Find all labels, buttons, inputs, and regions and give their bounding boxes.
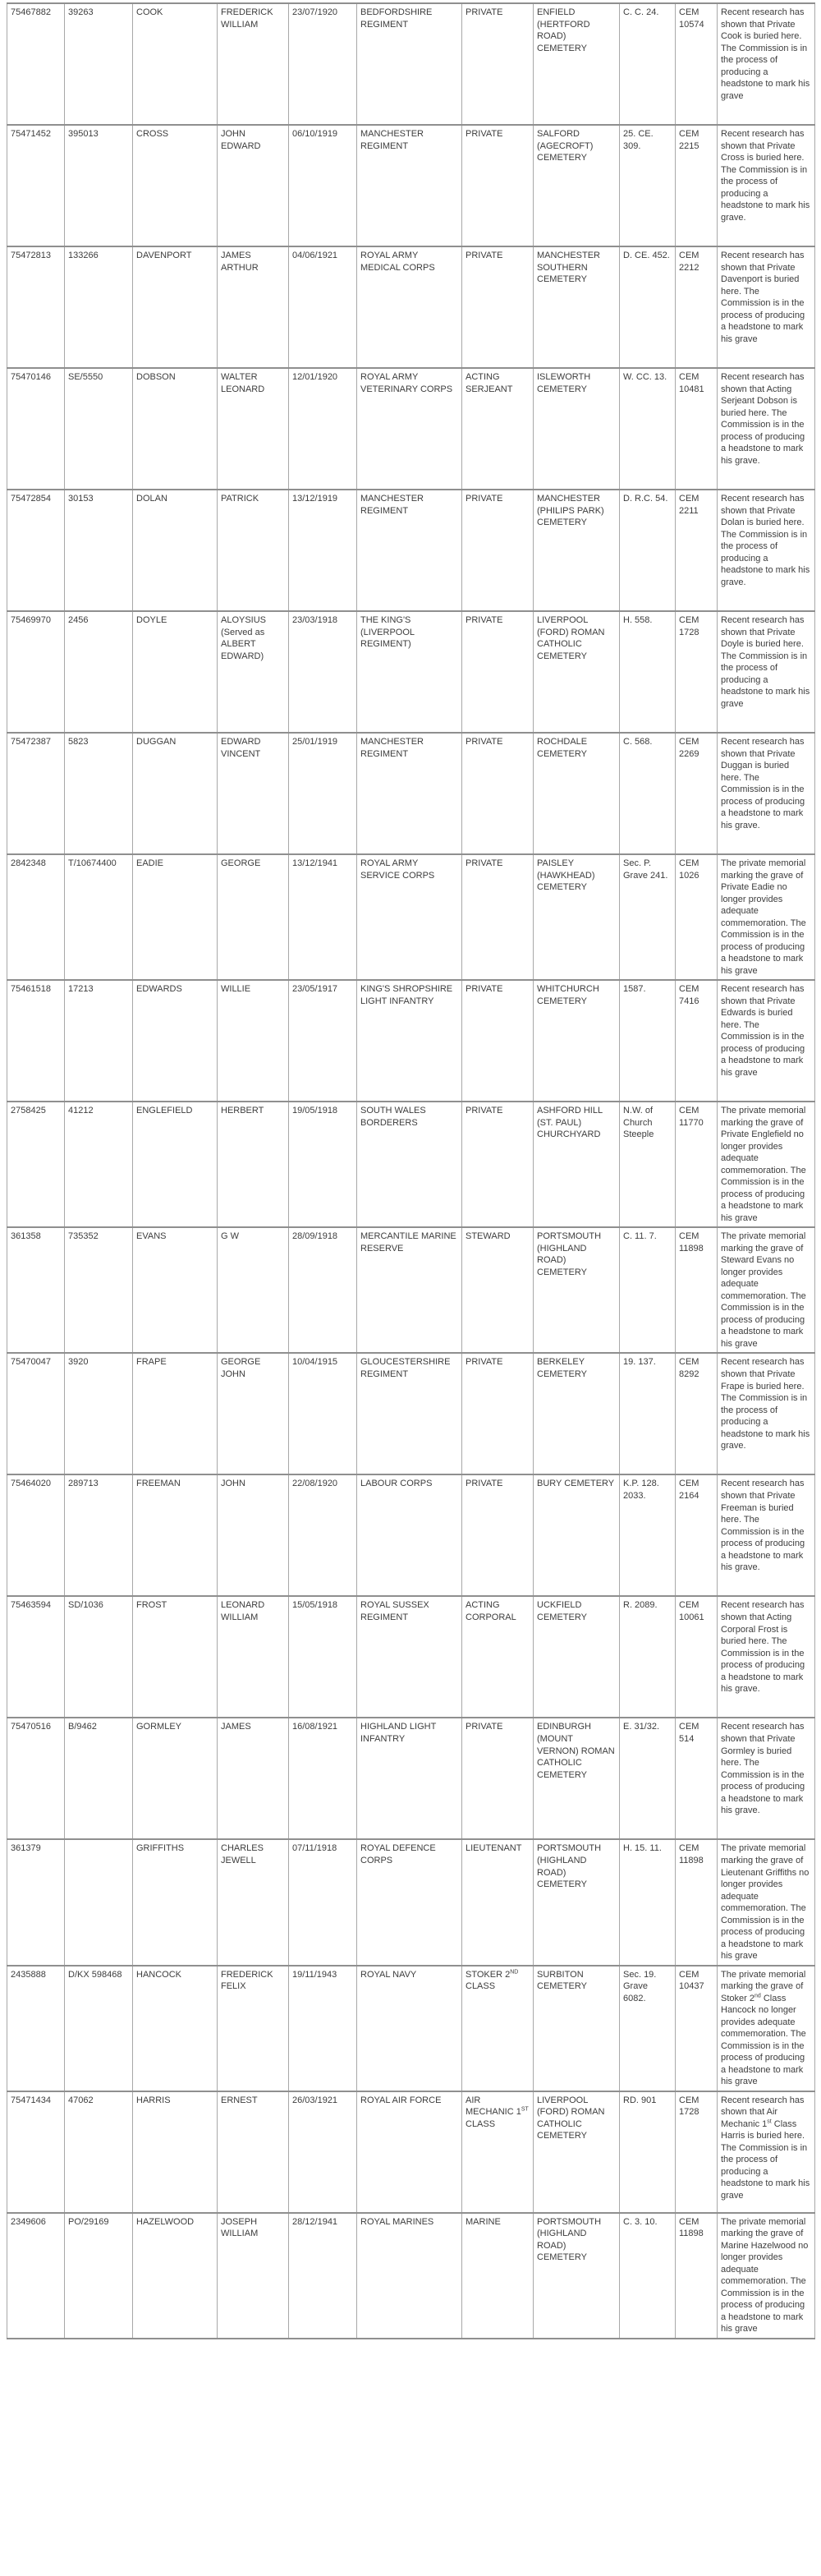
- cell-notes: Recent research has shown that Private Cross is buried here. The Commission is in the process of producing a headstone to mark his grave.: [718, 125, 815, 246]
- cell-surname: HANCOCK: [133, 1966, 218, 2091]
- cell-forenames: LEONARD WILLIAM: [218, 1596, 289, 1718]
- cell-rank: PRIVATE: [462, 3, 534, 125]
- cell-regiment: SOUTH WALES BORDERERS: [357, 1102, 462, 1227]
- cell-regiment: THE KING'S (LIVERPOOL REGIMENT): [357, 611, 462, 733]
- cell-rank: ACTING CORPORAL: [462, 1596, 534, 1718]
- cell-rank: LIEUTENANT: [462, 1839, 534, 1965]
- table-row: [7, 368, 815, 490]
- cell-record-id: 361379: [7, 1839, 65, 1965]
- cell-forenames: JAMES: [218, 1718, 289, 1839]
- cell-cemetery: ISLEWORTH CEMETERY: [534, 368, 620, 490]
- cell-grave-reference: 1587.: [620, 980, 676, 1102]
- cell-forenames: JOHN EDWARD: [218, 125, 289, 246]
- cell-grave-reference: E. 31/32.: [620, 1718, 676, 1839]
- table-row: [7, 3, 815, 125]
- table-row: [7, 1596, 815, 1718]
- cell-record-id: 2435888: [7, 1966, 65, 2091]
- cell-notes: The private memorial marking the grave of Steward Evans no longer provides adequate commemoration. The Commission is in the process of producing a headstone to mark his grave: [718, 1227, 815, 1353]
- cell-service-number: 395013: [65, 125, 133, 246]
- cell-record-id: 75472387: [7, 733, 65, 854]
- cell-surname: COOK: [133, 3, 218, 125]
- table-row: [7, 125, 815, 246]
- cell-cem-number: CEM 2269: [676, 733, 718, 854]
- cell-service-number: 3920: [65, 1353, 133, 1474]
- cell-surname: HAZELWOOD: [133, 2213, 218, 2339]
- cell-cem-number: CEM 11898: [676, 2213, 718, 2339]
- cell-cemetery: PORTSMOUTH (HIGHLAND ROAD) CEMETERY: [534, 1839, 620, 1965]
- cell-forenames: FREDERICK FELIX: [218, 1966, 289, 2091]
- cell-notes: The private memorial marking the grave of Stoker 2nd Class Hancock no longer provides adequate commemoration. The Commission is in the process of producing a headstone to mark his grave: [718, 1966, 815, 2091]
- cell-regiment: ROYAL ARMY MEDICAL CORPS: [357, 246, 462, 368]
- cell-grave-reference: C. 3. 10.: [620, 2213, 676, 2339]
- table-row: [7, 980, 815, 1102]
- table-row: [7, 1966, 815, 2091]
- cell-grave-reference: C. 11. 7.: [620, 1227, 676, 1353]
- cell-record-id: 75467882: [7, 3, 65, 125]
- cell-service-number: 2456: [65, 611, 133, 733]
- cell-cemetery: LIVERPOOL (FORD) ROMAN CATHOLIC CEMETERY: [534, 2091, 620, 2213]
- cell-regiment: ROYAL SUSSEX REGIMENT: [357, 1596, 462, 1718]
- cell-forenames: GEORGE: [218, 854, 289, 980]
- cell-date-of-death: 12/01/1920: [289, 368, 357, 490]
- cell-notes: Recent research has shown that Private Frape is buried here. The Commission is in the process of producing a headstone to mark his grave.: [718, 1353, 815, 1474]
- cell-cemetery: MANCHESTER SOUTHERN CEMETERY: [534, 246, 620, 368]
- cell-cem-number: CEM 1026: [676, 854, 718, 980]
- cell-notes: Recent research has shown that Private Doyle is buried here. The Commission is in the process of producing a headstone to mark his grave: [718, 611, 815, 733]
- cell-cem-number: CEM 2212: [676, 246, 718, 368]
- cell-record-id: 361358: [7, 1227, 65, 1353]
- cell-record-id: 75469970: [7, 611, 65, 733]
- cell-regiment: MANCHESTER REGIMENT: [357, 490, 462, 611]
- cell-notes: Recent research has shown that Acting Corporal Frost is buried here. The Commission is in the process of producing a headstone to mark his grave.: [718, 1596, 815, 1718]
- cell-surname: EDWARDS: [133, 980, 218, 1102]
- cell-cemetery: BERKELEY CEMETERY: [534, 1353, 620, 1474]
- cell-service-number: 133266: [65, 246, 133, 368]
- cell-cemetery: LIVERPOOL (FORD) ROMAN CATHOLIC CEMETERY: [534, 611, 620, 733]
- cell-date-of-death: 23/07/1920: [289, 3, 357, 125]
- cell-grave-reference: C. 568.: [620, 733, 676, 854]
- cell-regiment: LABOUR CORPS: [357, 1474, 462, 1596]
- cell-notes: The private memorial marking the grave of Marine Hazelwood no longer provides adequate commemoration. The Commission is in the process of producing a headstone to mark his grave: [718, 2213, 815, 2339]
- cell-rank: PRIVATE: [462, 246, 534, 368]
- cell-rank: STEWARD: [462, 1227, 534, 1353]
- cell-forenames: JOHN: [218, 1474, 289, 1596]
- cell-forenames: WILLIE: [218, 980, 289, 1102]
- cell-regiment: MERCANTILE MARINE RESERVE: [357, 1227, 462, 1353]
- cell-notes: Recent research has shown that Private Duggan is buried here. The Commission is in the process of producing a headstone to mark his grave.: [718, 733, 815, 854]
- cell-grave-reference: D. R.C. 54.: [620, 490, 676, 611]
- cell-forenames: CHARLES JEWELL: [218, 1839, 289, 1965]
- cell-regiment: ROYAL AIR FORCE: [357, 2091, 462, 2213]
- cell-record-id: 75471434: [7, 2091, 65, 2213]
- cell-forenames: WALTER LEONARD: [218, 368, 289, 490]
- cell-rank: PRIVATE: [462, 125, 534, 246]
- cell-rank: ACTING SERJEANT: [462, 368, 534, 490]
- cell-cemetery: UCKFIELD CEMETERY: [534, 1596, 620, 1718]
- cell-date-of-death: 04/06/1921: [289, 246, 357, 368]
- cell-regiment: ROYAL NAVY: [357, 1966, 462, 2091]
- cell-cemetery: ENFIELD (HERTFORD ROAD) CEMETERY: [534, 3, 620, 125]
- table-row: [7, 854, 815, 980]
- cell-service-number: 39263: [65, 3, 133, 125]
- table-row: [7, 2213, 815, 2339]
- cell-cemetery: ROCHDALE CEMETERY: [534, 733, 620, 854]
- table-row: [7, 1718, 815, 1839]
- cell-surname: EADIE: [133, 854, 218, 980]
- cell-service-number: SD/1036: [65, 1596, 133, 1718]
- table-row: [7, 1353, 815, 1474]
- cell-cem-number: CEM 10574: [676, 3, 718, 125]
- cell-date-of-death: 28/12/1941: [289, 2213, 357, 2339]
- cell-notes: The private memorial marking the grave of Lieutenant Griffiths no longer provides adequate commemoration. The Commission is in the process of producing a headstone to mark his grave: [718, 1839, 815, 1965]
- cell-date-of-death: 10/04/1915: [289, 1353, 357, 1474]
- cell-cem-number: CEM 11898: [676, 1227, 718, 1353]
- cell-surname: DOBSON: [133, 368, 218, 490]
- cell-grave-reference: C. C. 24.: [620, 3, 676, 125]
- cell-notes: The private memorial marking the grave of Private Englefield no longer provides adequate commemoration. The Commission is in the process of producing a headstone to mark his grave: [718, 1102, 815, 1227]
- cell-rank: STOKER 2ND CLASS: [462, 1966, 534, 2091]
- cell-record-id: 2349606: [7, 2213, 65, 2339]
- table-row: [7, 1474, 815, 1596]
- cell-surname: FRAPE: [133, 1353, 218, 1474]
- cell-cem-number: CEM 1728: [676, 2091, 718, 2213]
- cell-cem-number: CEM 1728: [676, 611, 718, 733]
- cell-grave-reference: W. CC. 13.: [620, 368, 676, 490]
- cell-cem-number: CEM 2211: [676, 490, 718, 611]
- table-row: [7, 1227, 815, 1353]
- cell-rank: PRIVATE: [462, 490, 534, 611]
- cell-forenames: EDWARD VINCENT: [218, 733, 289, 854]
- cell-record-id: 75463594: [7, 1596, 65, 1718]
- cell-cem-number: CEM 11770: [676, 1102, 718, 1227]
- cell-forenames: JOSEPH WILLIAM: [218, 2213, 289, 2339]
- cell-regiment: ROYAL ARMY VETERINARY CORPS: [357, 368, 462, 490]
- cell-notes: Recent research has shown that Private Freeman is buried here. The Commission is in the process of producing a headstone to mark his grave.: [718, 1474, 815, 1596]
- cell-regiment: ROYAL DEFENCE CORPS: [357, 1839, 462, 1965]
- cell-record-id: 2842348: [7, 854, 65, 980]
- cell-service-number: 17213: [65, 980, 133, 1102]
- cell-rank: PRIVATE: [462, 1474, 534, 1596]
- cell-service-number: [65, 1839, 133, 1965]
- cell-rank: MARINE: [462, 2213, 534, 2339]
- cell-surname: EVANS: [133, 1227, 218, 1353]
- cell-notes: Recent research has shown that Private Edwards is buried here. The Commission is in the process of producing a headstone to mark his grave: [718, 980, 815, 1102]
- cell-regiment: MANCHESTER REGIMENT: [357, 733, 462, 854]
- cell-date-of-death: 23/03/1918: [289, 611, 357, 733]
- cell-service-number: 47062: [65, 2091, 133, 2213]
- table-row: [7, 733, 815, 854]
- cell-cem-number: CEM 514: [676, 1718, 718, 1839]
- cell-service-number: 735352: [65, 1227, 133, 1353]
- cell-cemetery: PORTSMOUTH (HIGHLAND ROAD) CEMETERY: [534, 2213, 620, 2339]
- cell-cemetery: PORTSMOUTH (HIGHLAND ROAD) CEMETERY: [534, 1227, 620, 1353]
- cell-date-of-death: 16/08/1921: [289, 1718, 357, 1839]
- cell-surname: FROST: [133, 1596, 218, 1718]
- cell-forenames: ERNEST: [218, 2091, 289, 2213]
- cell-grave-reference: Sec. P. Grave 241.: [620, 854, 676, 980]
- cell-date-of-death: 15/05/1918: [289, 1596, 357, 1718]
- cell-cemetery: ASHFORD HILL (ST. PAUL) CHURCHYARD: [534, 1102, 620, 1227]
- cell-forenames: FREDERICK WILLIAM: [218, 3, 289, 125]
- cell-surname: GRIFFITHS: [133, 1839, 218, 1965]
- cell-rank: PRIVATE: [462, 1718, 534, 1839]
- cell-rank: AIR MECHANIC 1ST CLASS: [462, 2091, 534, 2213]
- cell-regiment: ROYAL ARMY SERVICE CORPS: [357, 854, 462, 980]
- cell-service-number: D/KX 598468: [65, 1966, 133, 2091]
- table-row: [7, 611, 815, 733]
- table-row: [7, 2091, 815, 2213]
- cell-cemetery: SURBITON CEMETERY: [534, 1966, 620, 2091]
- cell-record-id: 75464020: [7, 1474, 65, 1596]
- cell-service-number: 30153: [65, 490, 133, 611]
- cell-record-id: 75470146: [7, 368, 65, 490]
- cell-rank: PRIVATE: [462, 1102, 534, 1227]
- cell-service-number: T/10674400: [65, 854, 133, 980]
- cell-surname: HARRIS: [133, 2091, 218, 2213]
- cell-regiment: MANCHESTER REGIMENT: [357, 125, 462, 246]
- cell-rank: PRIVATE: [462, 854, 534, 980]
- cell-regiment: HIGHLAND LIGHT INFANTRY: [357, 1718, 462, 1839]
- cell-grave-reference: H. 558.: [620, 611, 676, 733]
- cell-rank: PRIVATE: [462, 733, 534, 854]
- cell-surname: CROSS: [133, 125, 218, 246]
- cell-record-id: 75472813: [7, 246, 65, 368]
- table-row: [7, 246, 815, 368]
- cell-record-id: 75471452: [7, 125, 65, 246]
- cell-cemetery: MANCHESTER (PHILIPS PARK) CEMETERY: [534, 490, 620, 611]
- table-row: [7, 1102, 815, 1227]
- cell-surname: DUGGAN: [133, 733, 218, 854]
- cell-grave-reference: RD. 901: [620, 2091, 676, 2213]
- cell-forenames: ALOYSIUS (Served as ALBERT EDWARD): [218, 611, 289, 733]
- cell-record-id: 75470047: [7, 1353, 65, 1474]
- cell-cem-number: CEM 10437: [676, 1966, 718, 2091]
- cell-record-id: 2758425: [7, 1102, 65, 1227]
- cell-grave-reference: H. 15. 11.: [620, 1839, 676, 1965]
- cell-regiment: GLOUCESTERSHIRE REGIMENT: [357, 1353, 462, 1474]
- cell-cemetery: PAISLEY (HAWKHEAD) CEMETERY: [534, 854, 620, 980]
- cell-cemetery: WHITCHURCH CEMETERY: [534, 980, 620, 1102]
- cell-notes: Recent research has shown that Private Dolan is buried here. The Commission is in the process of producing a headstone to mark his grave.: [718, 490, 815, 611]
- cell-service-number: SE/5550: [65, 368, 133, 490]
- cell-forenames: PATRICK: [218, 490, 289, 611]
- cell-service-number: B/9462: [65, 1718, 133, 1839]
- cell-date-of-death: 06/10/1919: [289, 125, 357, 246]
- cell-date-of-death: 13/12/1941: [289, 854, 357, 980]
- cell-record-id: 75472854: [7, 490, 65, 611]
- cell-cem-number: CEM 7416: [676, 980, 718, 1102]
- cell-notes: Recent research has shown that Private Davenport is buried here. The Commission is in the process of producing a headstone to mark his grave: [718, 246, 815, 368]
- cell-surname: ENGLEFIELD: [133, 1102, 218, 1227]
- cell-regiment: KING'S SHROPSHIRE LIGHT INFANTRY: [357, 980, 462, 1102]
- cell-notes: Recent research has shown that Acting Serjeant Dobson is buried here. The Commission is in the process of producing a headstone to mark his grave.: [718, 368, 815, 490]
- cell-record-id: 75461518: [7, 980, 65, 1102]
- cell-grave-reference: 25. CE. 309.: [620, 125, 676, 246]
- cell-date-of-death: 28/09/1918: [289, 1227, 357, 1353]
- cell-date-of-death: 22/08/1920: [289, 1474, 357, 1596]
- cell-service-number: 41212: [65, 1102, 133, 1227]
- cell-cemetery: BURY CEMETERY: [534, 1474, 620, 1596]
- cell-forenames: HERBERT: [218, 1102, 289, 1227]
- cell-cemetery: SALFORD (AGECROFT) CEMETERY: [534, 125, 620, 246]
- cell-surname: DAVENPORT: [133, 246, 218, 368]
- cell-grave-reference: N.W. of Church Steeple: [620, 1102, 676, 1227]
- cell-grave-reference: Sec. 19. Grave 6082.: [620, 1966, 676, 2091]
- cell-cem-number: CEM 11898: [676, 1839, 718, 1965]
- cell-notes: Recent research has shown that Air Mechanic 1st Class Harris is buried here. The Commission is in the process of producing a headstone to mark his grave: [718, 2091, 815, 2213]
- cell-surname: DOLAN: [133, 490, 218, 611]
- cell-service-number: 289713: [65, 1474, 133, 1596]
- cell-date-of-death: 26/03/1921: [289, 2091, 357, 2213]
- cell-date-of-death: 23/05/1917: [289, 980, 357, 1102]
- cell-forenames: JAMES ARTHUR: [218, 246, 289, 368]
- cell-cemetery: EDINBURGH (MOUNT VERNON) ROMAN CATHOLIC CEMETERY: [534, 1718, 620, 1839]
- cell-cem-number: CEM 2164: [676, 1474, 718, 1596]
- cell-surname: DOYLE: [133, 611, 218, 733]
- cell-rank: PRIVATE: [462, 980, 534, 1102]
- cell-date-of-death: 19/05/1918: [289, 1102, 357, 1227]
- cell-regiment: ROYAL MARINES: [357, 2213, 462, 2339]
- cell-date-of-death: 19/11/1943: [289, 1966, 357, 2091]
- cell-grave-reference: K.P. 128. 2033.: [620, 1474, 676, 1596]
- cell-service-number: PO/29169: [65, 2213, 133, 2339]
- cell-rank: PRIVATE: [462, 1353, 534, 1474]
- cell-regiment: BEDFORDSHIRE REGIMENT: [357, 3, 462, 125]
- cell-forenames: G W: [218, 1227, 289, 1353]
- cell-date-of-death: 25/01/1919: [289, 733, 357, 854]
- cell-date-of-death: 13/12/1919: [289, 490, 357, 611]
- table-row: [7, 1839, 815, 1965]
- cell-grave-reference: R. 2089.: [620, 1596, 676, 1718]
- cell-rank: PRIVATE: [462, 611, 534, 733]
- cell-cem-number: CEM 2215: [676, 125, 718, 246]
- cell-record-id: 75470516: [7, 1718, 65, 1839]
- cell-notes: Recent research has shown that Private Gormley is buried here. The Commission is in the process of producing a headstone to mark his grave.: [718, 1718, 815, 1839]
- cell-forenames: GEORGE JOHN: [218, 1353, 289, 1474]
- cell-notes: The private memorial marking the grave of Private Eadie no longer provides adequate commemoration. The Commission is in the process of producing a headstone to mark his grave: [718, 854, 815, 980]
- cell-surname: FREEMAN: [133, 1474, 218, 1596]
- war-graves-table: [7, 2, 815, 2339]
- cell-cem-number: CEM 8292: [676, 1353, 718, 1474]
- cell-date-of-death: 07/11/1918: [289, 1839, 357, 1965]
- cell-cem-number: CEM 10061: [676, 1596, 718, 1718]
- table-row: [7, 490, 815, 611]
- cell-cem-number: CEM 10481: [676, 368, 718, 490]
- cell-surname: GORMLEY: [133, 1718, 218, 1839]
- table-body: [7, 3, 815, 2339]
- cell-service-number: 5823: [65, 733, 133, 854]
- cell-notes: Recent research has shown that Private Cook is buried here. The Commission is in the process of producing a headstone to mark his grave: [718, 3, 815, 125]
- cell-grave-reference: 19. 137.: [620, 1353, 676, 1474]
- cell-grave-reference: D. CE. 452.: [620, 246, 676, 368]
